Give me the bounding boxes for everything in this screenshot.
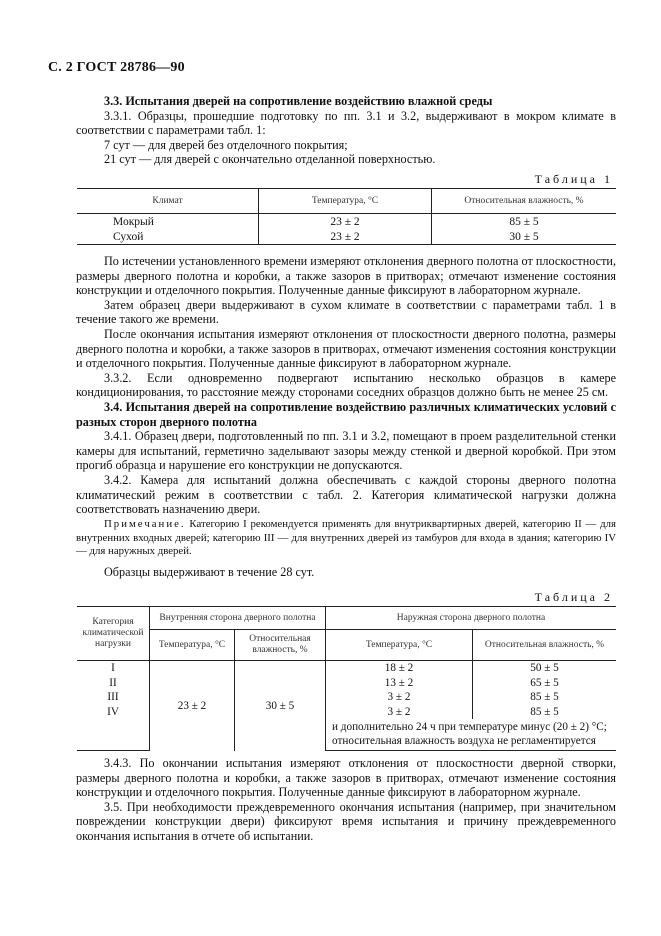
- hold-paragraph: [76, 565, 616, 580]
- table-row: [77, 661, 616, 676]
- paragraph-3-4-3: 3.4.3. По окончании испытания измеряют отклонения от плоскостности дверной створки, размеры дверного полотна и коробки, а также зазоров в притворах, отмечают изменение состояния конструкции и отделочного покрытия. Полученные данные фиксируют в лабораторном журнале.: [76, 756, 616, 800]
- note-label: Примечание.: [104, 518, 186, 530]
- cell-empty: [77, 719, 150, 751]
- cell-category: III: [107, 691, 119, 704]
- note-text: Категорию I рекомендуется применять для внутриквартирных дверей, категорию II — для внутренних входных дверей; категорию III — для внутренних дверей из тамбуров для входа в здания; категорию IV — для наружных дверей.: [76, 518, 616, 557]
- paragraph-3-4-1: 3.4.1. Образец двери, подготовленный по пп. 3.1 и 3.2, помещают в проем разделительной стенки камеры для испытаний, герметично заделывают зазоры между стенкой и дверной коробкой. При этом прогиб образца и нарушение его конструкции не допускаются.: [76, 429, 616, 473]
- header-outer-temperature: Температура, °С: [326, 630, 473, 661]
- cell-category: II: [109, 676, 117, 689]
- table-subheader-row: [77, 630, 616, 661]
- cell-category: IV: [107, 705, 119, 718]
- cell-outer-footnote: и дополнительно 24 ч при температуре минус (20 ± 2) °С; относительная влажность воздуха не регламентируется: [326, 719, 617, 751]
- table-header-row: [77, 607, 616, 630]
- table-row: [77, 214, 616, 230]
- table-2: [77, 606, 616, 751]
- cell-outer-humidity: 85 ± 5: [473, 690, 617, 705]
- cell-climate: Мокрый: [113, 215, 154, 228]
- paragraph-wet-results: По истечении установленного времени измеряют отклонения дверного полотна от плоскостности, размеры дверного полотна и коробки, а также зазоров в притворах; отмечают изменение состояния конструкции и отделочного покрытия. Полученные данные фиксируют в лабораторном журнале.: [76, 254, 616, 298]
- header-humidity: Относительная влажность, %: [432, 189, 617, 214]
- paragraph-dry-climate: Затем образец двери выдерживают в сухом климате в соответствии с параметрами табл. 1 в течение такого же времени.: [76, 297, 616, 327]
- header-temperature: Температура, °С: [259, 189, 432, 214]
- paragraph-dry-results: После окончания испытания измеряют отклонения от плоскостности дверного полотна, размеры дверного полотна и коробки, а также зазоров в притворах, отмечают изменения состояния конструкции и отделочного покрытия. Полученные данные фиксируют в лабораторном журнале.: [76, 326, 616, 371]
- cell-climate: Сухой: [77, 229, 259, 245]
- table-header-row: [77, 189, 616, 214]
- cell-outer-temperature: 3 ± 2: [326, 690, 473, 705]
- table-2-caption: Таблица 2: [534, 590, 613, 604]
- section-3-3-continued: [76, 254, 616, 517]
- list-item-7-days: 7 сут — для дверей без отделочного покрытия;: [104, 137, 348, 152]
- header-inner-side: Внутренняя сторона дверного полотна: [150, 607, 326, 630]
- header-category: Категория климатической нагрузки: [77, 607, 150, 661]
- paragraph-3-3-2: 3.3.2. Если одновременно подвергают испытанию несколько образцов в камере кондиционирования, то расстояние между сторонами соседних образцов должно быть не менее 25 см.: [76, 370, 616, 400]
- cell-category: I: [111, 662, 115, 675]
- header-outer-side: Наружная сторона дверного полотна: [326, 607, 617, 630]
- header-outer-humidity: Относительная влажность, %: [473, 630, 617, 661]
- section-3-4-heading: 3.4. Испытания дверей на сопротивление воздействию различных климатических условий с разных сторон дверного полотна: [76, 399, 616, 429]
- table-1-caption: Таблица 1: [534, 172, 613, 186]
- cell-outer-temperature: 13 ± 2: [326, 676, 473, 691]
- paragraph-3-5: 3.5. При необходимости преждевременного окончания испытания (например, при значительном повреждении конструкции двери) фиксируют время испытания и причину преждевременного окончания испытания в отчете об испытании.: [76, 799, 616, 843]
- table-1: [77, 188, 616, 245]
- section-3-3-heading: 3.3. Испытания дверей на сопротивление воздействию влажной среды: [104, 94, 493, 108]
- cell-outer-humidity: 85 ± 5: [473, 705, 617, 720]
- cell-inner-humidity: 30 ± 5: [235, 661, 326, 751]
- list-item-21-days: 21 сут — для дверей с окончательно отделанной поверхностью.: [104, 152, 436, 167]
- table-row: [77, 229, 616, 245]
- cell-outer-temperature: 18 ± 2: [326, 661, 473, 676]
- hold-duration: Образцы выдерживают в течение 28 сут.: [104, 565, 315, 579]
- cell-outer-temperature: 3 ± 2: [326, 705, 473, 720]
- header-inner-temperature: Температура, °С: [150, 630, 235, 661]
- header-climate: Климат: [77, 189, 259, 214]
- paragraph-3-3-1: 3.3.1. Образцы, прошедшие подготовку по пп. 3.1 и 3.2, выдерживают в мокром климате в соответствии с параметрами табл. 1:: [76, 108, 616, 138]
- cell-temperature: 23 ± 2: [259, 229, 432, 245]
- section-3-3: [76, 94, 616, 167]
- header-inner-humidity: Относительная влажность, %: [235, 630, 326, 661]
- final-sections: [76, 756, 616, 844]
- cell-outer-humidity: 65 ± 5: [473, 676, 617, 691]
- cell-temperature: 23 ± 2: [259, 214, 432, 230]
- cell-outer-humidity: 50 ± 5: [473, 661, 617, 676]
- note: [76, 518, 616, 559]
- page-header: С. 2 ГОСТ 28786—90: [48, 60, 185, 75]
- cell-inner-temperature: 23 ± 2: [150, 661, 235, 751]
- cell-humidity: 85 ± 5: [432, 214, 617, 230]
- cell-humidity: 30 ± 5: [432, 229, 617, 245]
- paragraph-3-4-2: 3.4.2. Камера для испытаний должна обеспечивать с каждой стороны дверного полотна климатический режим в соответствии с табл. 2. Категория климатической нагрузки должна соответствовать назначению двери.: [76, 472, 616, 517]
